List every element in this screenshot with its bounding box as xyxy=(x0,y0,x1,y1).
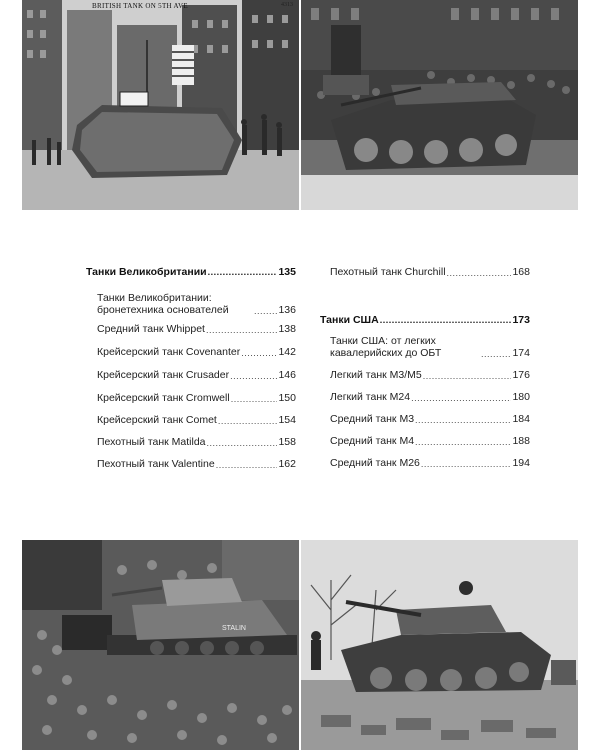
toc-entry[interactable] xyxy=(97,323,296,335)
toc-entry[interactable] xyxy=(330,369,530,381)
toc-entry-label: Крейсерский танк Covenanter xyxy=(97,346,241,358)
uk-section-page: 135 xyxy=(278,266,296,278)
toc-entry-label: Легкий танк M24 xyxy=(330,391,411,403)
toc-entry[interactable] xyxy=(330,413,530,425)
toc-entry[interactable] xyxy=(97,292,296,316)
leader-dots xyxy=(218,416,278,426)
toc-entry-page: 138 xyxy=(278,323,296,335)
toc-entry-label: Пехотный танк Matilda xyxy=(97,436,206,448)
toc-entry-label: Средний танк Whippet xyxy=(97,323,205,335)
leader-dots xyxy=(254,306,277,316)
toc-entry[interactable] xyxy=(330,457,530,469)
toc-entry-page: 158 xyxy=(278,436,296,448)
leader-dots xyxy=(207,438,278,448)
leader-dots xyxy=(423,371,512,381)
photo-top-left xyxy=(22,0,299,210)
toc-entry[interactable] xyxy=(97,414,296,426)
toc-entry-page: 176 xyxy=(512,369,530,381)
toc-entry-page: 142 xyxy=(278,346,296,358)
leader-dots xyxy=(206,325,278,335)
photo-bottom-right-image xyxy=(301,540,578,750)
leader-dots xyxy=(421,459,512,469)
toc-entry-page: 162 xyxy=(278,458,296,470)
toc-entry-page: 146 xyxy=(278,369,296,381)
toc-entry-label: Средний танк M4 xyxy=(330,435,415,447)
photo-code: 4313 xyxy=(281,2,293,8)
toc-entry[interactable] xyxy=(330,391,530,403)
toc-entry[interactable] xyxy=(330,335,530,359)
photo-bottom-left xyxy=(22,540,299,750)
toc-entry-page: 194 xyxy=(512,457,530,469)
leader-dots xyxy=(230,371,277,381)
photo-caption: BRITISH TANK ON 5TH AVE xyxy=(92,2,188,10)
leader-dots xyxy=(411,393,511,403)
toc-entry[interactable] xyxy=(97,369,296,381)
toc-entry-label: Крейсерский танк Cromwell xyxy=(97,392,230,404)
photo-bottom-left-image xyxy=(22,540,299,750)
leader-dots xyxy=(208,267,278,277)
uk-section-title-label: Танки Великобритании xyxy=(86,266,207,278)
toc-entry-page: 154 xyxy=(278,414,296,426)
stalin-marking: STALIN xyxy=(222,625,246,632)
toc-entry-label: Крейсерский танк Comet xyxy=(97,414,217,426)
toc-entry-label: Пехотный танк Valentine xyxy=(97,458,215,470)
toc-entry[interactable] xyxy=(330,266,530,278)
leader-dots xyxy=(481,349,511,359)
leader-dots xyxy=(447,268,512,278)
toc-entry-page: 150 xyxy=(278,392,296,404)
usa-section-page: 173 xyxy=(512,314,530,326)
toc-entry-page: 136 xyxy=(278,304,296,316)
leader-dots xyxy=(241,348,277,358)
photo-bottom-right xyxy=(301,540,578,750)
toc-entry-label: Танки США: от легких кавалерийских до ОБТ xyxy=(330,335,442,359)
toc-entry-label: Средний танк M3 xyxy=(330,413,415,425)
toc-entry-label: Танки Великобритании: бронетехника основателей xyxy=(97,292,229,316)
toc-entry-label: Легкий танк M3/M5 xyxy=(330,369,422,381)
toc-entry[interactable] xyxy=(97,346,296,358)
toc-entry-page: 188 xyxy=(512,435,530,447)
photo-top-right-image xyxy=(301,0,578,210)
toc-entry-page: 174 xyxy=(512,347,530,359)
toc-entry[interactable] xyxy=(97,436,296,448)
leader-dots xyxy=(216,460,278,470)
toc-entry-label: Средний танк M26 xyxy=(330,457,420,469)
photo-top-left-image xyxy=(22,0,299,210)
uk-section-title[interactable] xyxy=(86,266,296,278)
leader-dots xyxy=(380,315,512,325)
toc-entry[interactable] xyxy=(97,392,296,404)
toc-entry[interactable] xyxy=(330,435,530,447)
toc-entry-page: 180 xyxy=(512,391,530,403)
usa-section-title-label: Танки США xyxy=(320,314,379,326)
toc-entry-page: 168 xyxy=(512,266,530,278)
photo-top-right xyxy=(301,0,578,210)
toc-entry-label: Пехотный танк Churchill xyxy=(330,266,446,278)
toc-entry-page: 184 xyxy=(512,413,530,425)
leader-dots xyxy=(415,437,511,447)
toc-entry-label: Крейсерский танк Crusader xyxy=(97,369,230,381)
leader-dots xyxy=(415,415,511,425)
toc-entry[interactable] xyxy=(97,458,296,470)
leader-dots xyxy=(231,394,278,404)
usa-section-title[interactable] xyxy=(320,314,530,326)
